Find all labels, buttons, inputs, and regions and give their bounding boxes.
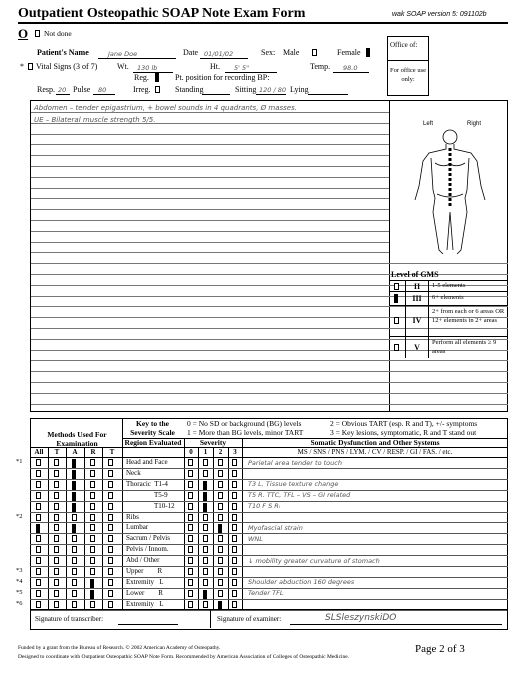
body-left-label: Left — [423, 121, 434, 127]
reg-checkbox[interactable] — [155, 73, 159, 82]
method-checkbox[interactable] — [72, 503, 76, 512]
method-checkbox[interactable] — [90, 568, 95, 575]
note-rule — [31, 220, 389, 221]
method-checkbox[interactable] — [90, 492, 95, 499]
body-diagram — [405, 128, 495, 258]
severity-checkbox[interactable] — [218, 459, 223, 466]
method-checkbox[interactable] — [54, 601, 59, 608]
column-divider — [213, 447, 214, 610]
method-checkbox[interactable] — [54, 492, 59, 499]
method-checkbox[interactable] — [54, 459, 59, 466]
vitals-checkbox[interactable] — [28, 63, 33, 70]
region-label: T10-12 — [154, 501, 175, 510]
ht-value[interactable]: 5' 5" — [234, 64, 250, 72]
transcriber-label: Signature of transcriber: — [35, 615, 104, 623]
finding-note[interactable]: T10 F S Rₗ — [248, 502, 280, 511]
severity-checkbox[interactable] — [203, 601, 208, 608]
note-rule — [31, 209, 389, 210]
method-checkbox[interactable] — [72, 470, 76, 479]
somatic-header: Somatic Dysfunction and Other Systems — [310, 438, 440, 447]
severity-checkbox[interactable] — [188, 557, 193, 564]
method-checkbox[interactable] — [108, 579, 113, 586]
severity-checkbox[interactable] — [218, 590, 223, 597]
key-2: 2 = Obvious TART (esp. R and T), +/- symptoms — [330, 419, 478, 428]
severity-checkbox[interactable] — [232, 514, 237, 521]
severity-checkbox[interactable] — [232, 590, 237, 597]
method-checkbox[interactable] — [90, 459, 95, 466]
note-line-2[interactable]: UE – Bilateral muscle strength 5/5. — [34, 116, 156, 124]
region-label: Lumbar — [126, 523, 149, 532]
method-checkbox[interactable] — [54, 546, 59, 553]
office-use-label: For office use only: — [390, 67, 426, 83]
note-rule — [31, 188, 389, 189]
severity-checkbox[interactable] — [203, 579, 208, 586]
finding-note[interactable]: T5 R. TTC, TFL – VS – GI related — [248, 491, 351, 500]
severity-checkbox[interactable] — [203, 514, 208, 521]
severity-checkbox[interactable] — [232, 535, 237, 542]
date-value[interactable]: 01/01/02 — [204, 50, 234, 58]
finding-note[interactable]: ↓ mobility greater curvature of stomach — [248, 556, 380, 565]
body-right-label: Right — [467, 121, 482, 127]
severity-checkbox[interactable] — [218, 514, 223, 521]
method-checkbox[interactable] — [54, 579, 59, 586]
severity-checkbox[interactable] — [232, 568, 237, 575]
severity-col-header: 1 — [203, 448, 208, 456]
gms-title: Level of GMS — [391, 270, 439, 279]
footer-line-1: Funded by a grant from the Bureau of Research. © 2002 American Academy of Osteopathy. — [18, 645, 221, 651]
male-label: Male — [283, 48, 300, 57]
method-checkbox[interactable] — [90, 590, 94, 599]
gms-iii-numeral: III — [412, 294, 422, 303]
severity-checkbox[interactable] — [188, 524, 193, 531]
method-checkbox[interactable] — [54, 535, 59, 542]
note-rule — [31, 177, 389, 178]
region-label: Sacrum / Pelvis — [126, 534, 170, 543]
severity-checkbox[interactable] — [203, 568, 208, 575]
severity-checkbox[interactable] — [218, 546, 223, 553]
method-checkbox[interactable] — [108, 568, 113, 575]
severity-checkbox[interactable] — [218, 470, 223, 477]
row-asterisk: *5 — [16, 588, 23, 596]
method-checkbox[interactable] — [72, 481, 76, 490]
method-checkbox[interactable] — [90, 481, 95, 488]
note-line-1[interactable]: Abdomen – tender epigastrium, + bowel sounds in 4 quadrants, Ø masses. — [34, 104, 297, 112]
row-divider — [30, 599, 508, 600]
row-asterisk: *4 — [16, 577, 23, 585]
note-rule — [31, 371, 508, 372]
severity-checkbox[interactable] — [232, 481, 237, 488]
methods-header: Methods Used For Examination — [47, 430, 107, 448]
region-label: Neck — [126, 468, 141, 477]
method-checkbox[interactable] — [36, 557, 41, 564]
severity-checkbox[interactable] — [232, 579, 237, 586]
method-checkbox[interactable] — [72, 546, 77, 553]
gms-iv-desc: 2+ from each or 6 areas OR 12+ elements in 2+ areas — [432, 308, 505, 324]
region-label: T5-9 — [154, 490, 168, 499]
severity-checkbox[interactable] — [188, 481, 193, 488]
method-checkbox[interactable] — [108, 590, 113, 597]
severity-checkbox[interactable] — [188, 601, 193, 608]
severity-checkbox[interactable] — [218, 535, 223, 542]
severity-col-header: 2 — [218, 448, 223, 456]
severity-checkbox[interactable] — [188, 503, 193, 510]
column-divider — [228, 447, 229, 610]
method-checkbox[interactable] — [72, 524, 76, 533]
irreg-label: Irreg. — [133, 85, 151, 94]
method-checkbox[interactable] — [36, 481, 41, 488]
severity-checkbox[interactable] — [218, 601, 222, 610]
severity-checkbox[interactable] — [203, 503, 207, 512]
severity-checkbox[interactable] — [188, 492, 193, 499]
severity-checkbox[interactable] — [203, 459, 208, 466]
method-checkbox[interactable] — [72, 514, 77, 521]
severity-checkbox[interactable] — [203, 590, 207, 599]
severity-checkbox[interactable] — [218, 481, 223, 488]
patient-name-value[interactable]: Jane Doe — [108, 50, 138, 58]
note-rule — [31, 198, 389, 199]
vitals-label: Vital Signs (3 of 7) — [36, 62, 98, 71]
row-asterisk: *3 — [16, 567, 23, 574]
method-checkbox[interactable] — [36, 579, 41, 586]
method-checkbox[interactable] — [90, 535, 95, 542]
region-label: Thoracic T1-4 — [126, 479, 168, 488]
method-checkbox[interactable] — [108, 535, 113, 542]
severity-checkbox[interactable] — [203, 535, 208, 542]
gms-v-desc: Perform all elements ≥ 9 areas — [432, 339, 497, 355]
method-checkbox[interactable] — [54, 470, 59, 477]
method-checkbox[interactable] — [90, 601, 95, 608]
method-checkbox[interactable] — [90, 503, 95, 510]
pulse-label: Pulse — [73, 85, 91, 94]
gms-iv-checkbox[interactable] — [394, 317, 399, 324]
severity-checkbox[interactable] — [218, 524, 222, 533]
method-checkbox[interactable] — [36, 503, 41, 510]
method-checkbox[interactable] — [90, 557, 95, 564]
method-col-header: A — [72, 448, 78, 456]
severity-checkbox[interactable] — [203, 546, 208, 553]
note-rule — [31, 393, 508, 394]
severity-col-header: 3 — [233, 448, 237, 456]
method-checkbox[interactable] — [36, 492, 41, 499]
row-divider — [30, 468, 508, 469]
method-checkbox[interactable] — [36, 568, 41, 575]
gms-ii-numeral: II — [413, 282, 421, 291]
method-checkbox[interactable] — [108, 524, 113, 531]
key-3: 3 = Key lesions, symptomatic, R and T stand out — [330, 428, 477, 437]
gms-iii-desc: 6+ elements — [432, 294, 464, 301]
method-checkbox[interactable] — [72, 568, 77, 575]
pulse-value[interactable]: 80 — [98, 86, 107, 94]
method-checkbox[interactable] — [108, 503, 113, 510]
method-checkbox[interactable] — [108, 546, 113, 553]
method-checkbox[interactable] — [90, 514, 95, 521]
method-checkbox[interactable] — [72, 601, 77, 608]
finding-note[interactable]: Myofascial strain — [248, 523, 303, 532]
severity-col-header: 0 — [189, 448, 193, 456]
method-checkbox[interactable] — [72, 579, 77, 586]
examiner-signature[interactable]: SLSleszynskiDO — [325, 613, 397, 623]
lying-label: Lying — [290, 85, 309, 94]
severity-checkbox[interactable] — [188, 546, 193, 553]
region-label: Upper R — [126, 567, 163, 575]
signature-box — [30, 610, 508, 630]
method-col-header: R — [90, 448, 96, 456]
severity-checkbox[interactable] — [232, 470, 237, 477]
bp-position-label: Pt. position for recording BP: — [175, 73, 270, 82]
row-divider — [30, 566, 508, 567]
method-checkbox[interactable] — [108, 557, 113, 564]
wt-label: Wt. — [117, 62, 129, 71]
asterisk: * — [20, 62, 24, 71]
method-checkbox[interactable] — [72, 492, 76, 501]
row-divider — [30, 512, 508, 513]
method-checkbox[interactable] — [90, 579, 94, 588]
resp-value[interactable]: 20 — [58, 86, 67, 94]
region-label: Head and Face — [126, 458, 168, 466]
row-asterisk: *2 — [16, 512, 23, 520]
method-checkbox[interactable] — [36, 459, 41, 466]
finding-note[interactable]: Parietal area tender to touch — [248, 458, 342, 467]
method-col-header: All — [34, 448, 44, 456]
region-label: Extremity L — [126, 599, 164, 608]
region-label: Abd / Other — [126, 556, 160, 565]
severity-checkbox[interactable] — [188, 459, 193, 466]
note-rule — [31, 166, 389, 167]
region-label: Extremity L — [126, 577, 164, 586]
column-divider — [198, 447, 199, 610]
examiner-label: Signature of examiner: — [217, 615, 282, 623]
form-title: Outpatient Osteopathic SOAP Note Exam Form — [18, 6, 306, 21]
method-checkbox[interactable] — [54, 557, 59, 564]
method-checkbox[interactable] — [36, 514, 41, 521]
method-checkbox[interactable] — [36, 535, 41, 542]
column-divider — [84, 447, 85, 610]
resp-label: Resp. — [37, 85, 55, 94]
method-checkbox[interactable] — [90, 470, 95, 477]
method-checkbox[interactable] — [36, 470, 41, 477]
note-rule — [31, 263, 508, 264]
note-rule — [31, 155, 389, 156]
region-label: Pelvis / Innom. — [126, 545, 169, 554]
sex-label: Sex: — [261, 48, 276, 57]
severity-checkbox[interactable] — [232, 546, 237, 553]
severity-header: Severity — [199, 438, 227, 447]
note-rule — [31, 112, 389, 113]
office-label: Office of: — [390, 41, 418, 49]
method-checkbox[interactable] — [54, 524, 59, 531]
temp-value[interactable]: 98.0 — [343, 64, 358, 72]
reg-label: Reg. — [134, 73, 149, 82]
severity-checkbox[interactable] — [188, 535, 193, 542]
column-divider — [48, 447, 49, 610]
row-divider — [30, 533, 508, 534]
row-asterisk: *6 — [16, 599, 23, 607]
severity-checkbox[interactable] — [232, 459, 237, 466]
gms-v-numeral: V — [414, 343, 420, 352]
severity-checkbox[interactable] — [203, 470, 208, 477]
severity-checkbox[interactable] — [232, 557, 237, 564]
method-checkbox[interactable] — [36, 546, 41, 553]
finding-note[interactable]: Shoulder abduction 160 degrees — [248, 578, 355, 587]
method-checkbox[interactable] — [54, 590, 59, 597]
severity-checkbox[interactable] — [232, 601, 237, 608]
severity-checkbox[interactable] — [188, 590, 193, 597]
note-rule — [31, 252, 389, 253]
row-divider — [30, 544, 508, 545]
note-rule — [31, 382, 508, 383]
male-checkbox[interactable] — [312, 49, 317, 56]
page-number: Page 2 of 3 — [415, 643, 465, 655]
method-checkbox[interactable] — [72, 557, 77, 564]
region-label: Ribs — [126, 512, 139, 521]
method-col-header: T — [109, 448, 115, 456]
severity-checkbox[interactable] — [203, 557, 208, 564]
date-label: Date — [183, 48, 199, 57]
severity-checkbox[interactable] — [218, 568, 223, 575]
method-checkbox[interactable] — [54, 568, 59, 575]
severity-checkbox[interactable] — [188, 568, 193, 575]
irreg-checkbox[interactable] — [155, 86, 160, 93]
gms-v-checkbox[interactable] — [394, 344, 399, 351]
severity-checkbox[interactable] — [218, 503, 223, 510]
method-checkbox[interactable] — [36, 524, 40, 533]
female-checkbox[interactable] — [366, 48, 370, 57]
temp-label: Temp. — [310, 62, 331, 71]
severity-checkbox[interactable] — [203, 492, 207, 501]
note-rule — [31, 144, 389, 145]
standing-label: Standing — [175, 85, 204, 94]
finding-note[interactable]: Tender TFL — [248, 589, 284, 598]
method-checkbox[interactable] — [72, 459, 76, 468]
severity-checkbox[interactable] — [218, 492, 223, 499]
version-label: wak SOAP version 5: 091102b — [392, 11, 487, 18]
severity-checkbox[interactable] — [232, 503, 237, 510]
note-rule — [31, 242, 389, 243]
method-checkbox[interactable] — [54, 514, 59, 521]
gms-iii-checkbox[interactable] — [394, 294, 398, 303]
note-rule — [31, 360, 508, 361]
method-checkbox[interactable] — [108, 481, 113, 488]
method-checkbox[interactable] — [108, 514, 113, 521]
section-letter: O — [18, 26, 29, 41]
sitting-value[interactable]: 120 / 80 — [259, 86, 286, 94]
method-checkbox[interactable] — [108, 601, 113, 608]
severity-checkbox[interactable] — [232, 492, 237, 499]
severity-checkbox[interactable] — [218, 579, 223, 586]
region-header: Region Evaluated — [124, 438, 182, 447]
note-rule — [31, 328, 508, 329]
method-checkbox[interactable] — [72, 535, 77, 542]
column-divider — [102, 447, 103, 610]
wt-value[interactable]: 130 lb — [137, 64, 158, 72]
somatic-subheader: MS / SNS / PNS / LYM. / CV / RESP. / GI / FAS. / etc. — [297, 448, 453, 456]
gms-ii-desc: 1-5 elements — [432, 282, 466, 289]
region-label: Lower R — [126, 588, 163, 597]
female-label: Female — [337, 48, 361, 57]
method-checkbox[interactable] — [108, 492, 113, 499]
severity-checkbox[interactable] — [188, 470, 193, 477]
key-0: 0 = No SD or background (BG) levels — [187, 419, 302, 428]
method-checkbox[interactable] — [36, 590, 41, 597]
column-divider — [66, 447, 67, 610]
severity-checkbox[interactable] — [203, 481, 207, 490]
patient-name-label: Patient's Name — [37, 48, 89, 57]
gms-ii-checkbox[interactable] — [394, 283, 399, 290]
finding-note[interactable]: T3 L. Tissue texture change — [248, 480, 339, 489]
method-checkbox[interactable] — [54, 481, 59, 488]
finding-note[interactable]: WNL — [248, 534, 263, 543]
footer-line-2: Designed to coordinate with Outpatient Osteopathic SOAP Note Form. Recommended by American Association of Colleges of Osteopathic Medicine. — [18, 654, 350, 660]
method-checkbox[interactable] — [72, 590, 77, 597]
severity-checkbox[interactable] — [188, 514, 193, 521]
method-col-header: T — [54, 448, 60, 456]
ht-label: Ht. — [210, 62, 220, 71]
severity-checkbox[interactable] — [218, 557, 223, 564]
method-checkbox[interactable] — [108, 470, 113, 477]
method-checkbox[interactable] — [90, 546, 95, 553]
method-checkbox[interactable] — [90, 524, 95, 531]
note-rule — [31, 404, 508, 405]
sitting-label: Sitting — [235, 85, 257, 94]
note-rule — [31, 134, 389, 135]
method-checkbox[interactable] — [36, 601, 41, 608]
severity-checkbox[interactable] — [188, 579, 193, 586]
note-rule — [31, 231, 389, 232]
method-checkbox[interactable] — [54, 503, 59, 510]
severity-checkbox[interactable] — [232, 524, 237, 531]
severity-checkbox[interactable] — [203, 524, 208, 531]
row-asterisk: *1 — [16, 458, 23, 465]
gms-iv-numeral: IV — [412, 316, 422, 325]
key-title: Key to the Severity Scale — [130, 419, 175, 437]
key-1: 1 = More than BG levels, minor TART — [187, 428, 304, 437]
method-checkbox[interactable] — [108, 459, 113, 466]
not-done-checkbox[interactable] — [35, 30, 40, 37]
not-done-label: Not done — [44, 29, 72, 38]
